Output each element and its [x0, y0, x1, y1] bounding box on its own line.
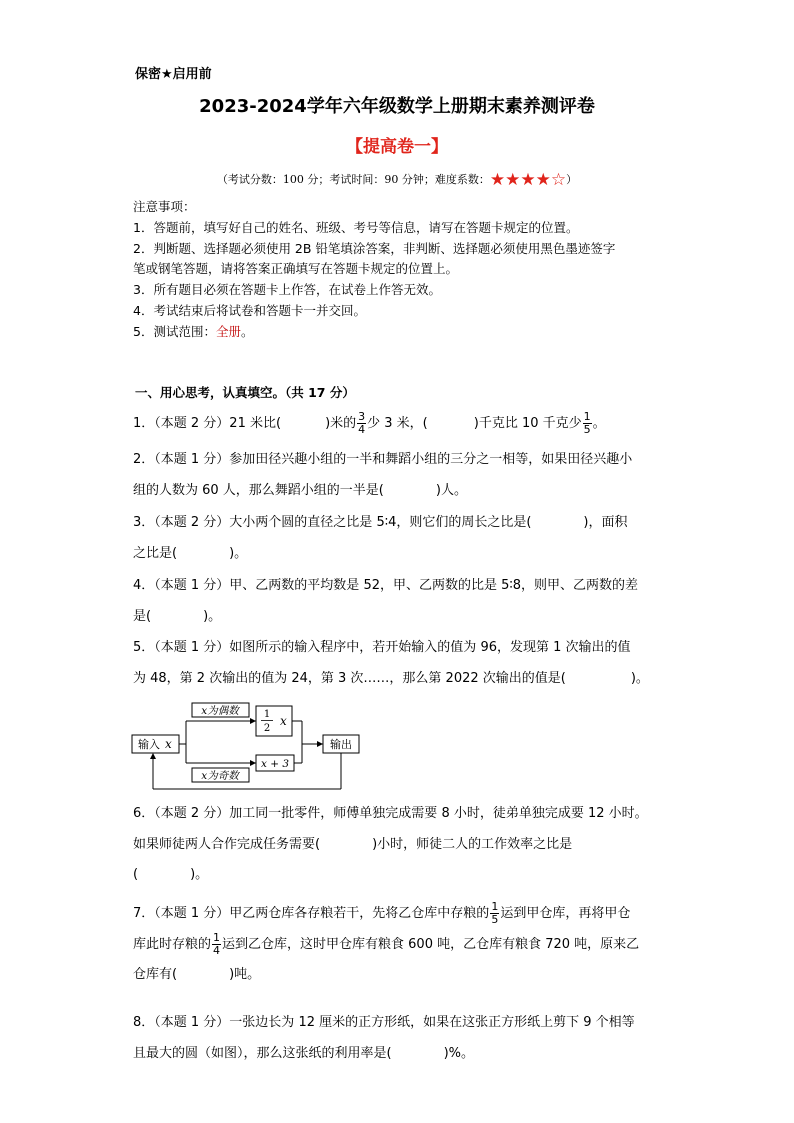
question-6: 6．（本题 2 分）加工同一批零件，师傅单独完成需要 8 小时，徒弟单独完成要 12 小时。 如果师徒两人合作完成任务需要( )小时，师徒二人的工作效率之比是 ( )。	[133, 806, 648, 882]
section-1-heading: 一、用心思考，认真填空。（共 17 分）	[135, 385, 355, 400]
note-item-3: 3．所有题目必须在答题卡上作答，在试卷上作答无效。	[133, 282, 441, 298]
note-item-2a: 2．判断题、选择题必须使用 2B 铅笔填涂答案，非判断、选择题必须使用黑色墨迹签字	[133, 240, 616, 256]
exam-info	[0, 170, 794, 190]
question-4: 4．（本题 1 分）甲、乙两数的平均数是 52，甲、乙两数的比是 5∶8，则甲、乙两数的差 是( )。	[133, 578, 639, 624]
question-1: 1．（本题 2 分）21 米比( )米的 $\frac{3}{4}$ 少 3 米，( )千克比 10 千克少 $\frac{1}{5}$ 。	[133, 410, 606, 436]
question-7: 7．（本题 1 分）甲乙两仓库各存粮若干，先将乙仓库中存粮的 $\frac{1}{5}$ 运到甲仓库，再将甲仓 库此时存粮的 $\frac{1}{4}$ 运到乙仓库，这时甲仓库有粮食 600 吨，乙仓库有粮食 720 吨，原来乙 仓库有( )吨。	[133, 900, 640, 982]
note-item-4: 4．考试结束后将试卷和答题卡一并交回。	[133, 302, 366, 318]
notes-heading: 注意事项：	[133, 199, 196, 214]
test-scope: 全册	[215, 323, 241, 339]
note-item-1: 1．答题前，填写好自己的姓名、班级、考号等信息，请写在答题卡规定的位置。	[133, 219, 579, 235]
difficulty-filled-stars-icon: ★★★★	[489, 170, 551, 190]
output-label: 输出	[330, 738, 352, 751]
input-variable: x	[165, 737, 172, 751]
question-5: 5．（本题 1 分）如图所示的输入程序中，若开始输入的值为 96，发现第 1 次输出的值 为 48，第 2 次输出的值为 24，第 3 次……，那么第 2022 次输出的值是( )。	[133, 640, 649, 686]
confidential-label: 保密★启用前	[135, 67, 212, 82]
even-condition-label: x为偶数	[201, 705, 239, 717]
note-item-2b: 笔或钢笔答题，请将答案正确填写在答题卡规定的位置上。	[133, 261, 459, 277]
exam-info-text: （考试分数：100 分；考试时间：90 分钟；难度系数：	[216, 173, 490, 186]
half-numerator: 1	[263, 709, 271, 720]
question-8: 8．（本题 1 分）一张边长为 12 厘米的正方形纸，如果在这张正方形纸上剪下 9 个相等 且最大的圆（如图），那么这张纸的利用率是( )%。	[133, 1015, 635, 1061]
exam-subtitle: 【提高卷一】	[346, 137, 448, 157]
question-2: 2．（本题 1 分）参加田径兴趣小组的一半和舞蹈小组的三分之一相等，如果田径兴趣小 组的人数为 60 人，那么舞蹈小组的一半是( )人。	[133, 452, 633, 498]
input-label: 输入	[138, 738, 160, 751]
question-3: 3．（本题 2 分）大小两个圆的直径之比是 5∶4，则它们的周长之比是( )，面积 之比是( )。	[133, 515, 628, 561]
odd-condition-label: x为奇数	[201, 770, 239, 782]
exam-info-close: ）	[566, 173, 578, 186]
half-denominator: 2	[263, 723, 271, 734]
exam-title: 2023-2024学年六年级数学上册期末素养测评卷	[199, 96, 595, 117]
note-item-5: 5．测试范围：全册。	[133, 323, 254, 339]
plus-three-expression: x + 3	[260, 758, 290, 770]
fraction-one-quarter: $\frac{1}{4}$	[213, 930, 221, 957]
program-flowchart	[130, 700, 362, 792]
fraction-three-quarters: $\frac{3}{4}$	[358, 410, 366, 436]
notes-block	[133, 197, 673, 343]
half-variable: x	[280, 714, 287, 728]
fraction-one-fifth: $\frac{1}{5}$	[583, 410, 591, 436]
fraction-one-fifth: $\frac{1}{5}$	[491, 900, 499, 926]
difficulty-empty-star-icon: ☆	[550, 170, 567, 190]
